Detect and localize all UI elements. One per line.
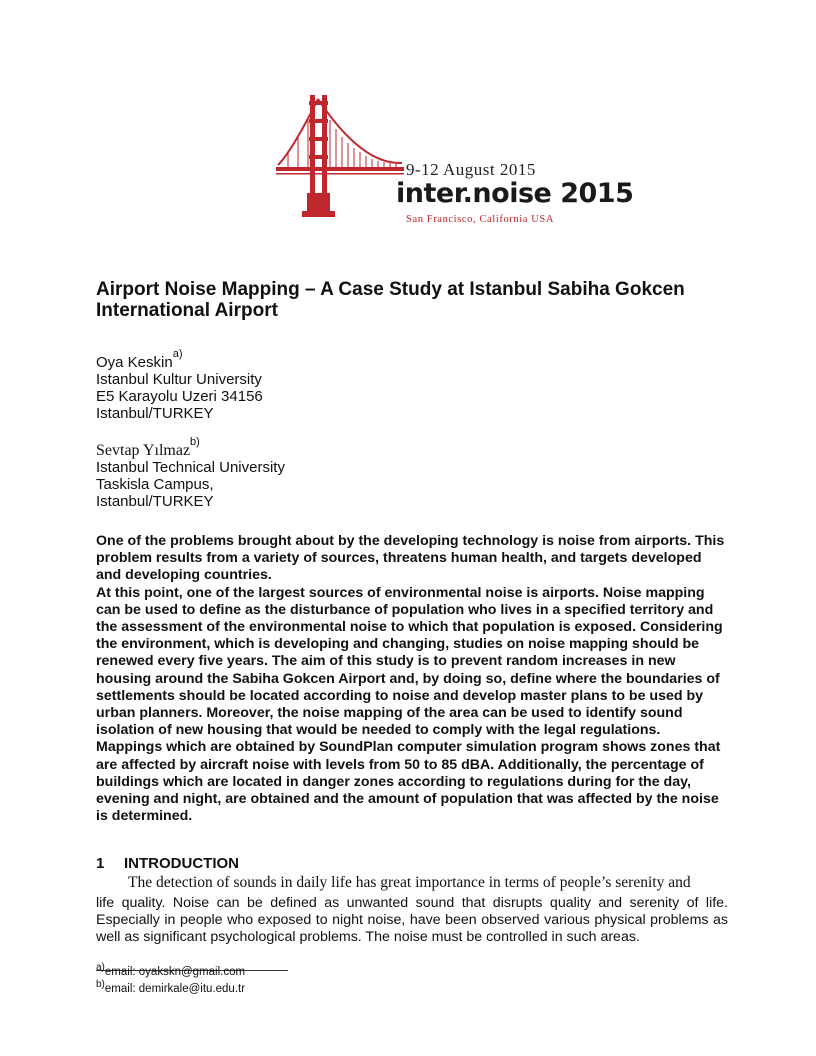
abstract-paragraph-1: One of the problems brought about by the developing technology is noise from airports. This problem results from a variety of sources, threatens human health, and targets developed and developing countries. bbox=[96, 533, 725, 584]
conference-brand: inter.noise 2015 bbox=[396, 178, 634, 209]
author-marker-1: a) bbox=[172, 348, 183, 360]
section-heading bbox=[96, 855, 239, 872]
conference-location: San Francisco, California USA bbox=[406, 214, 555, 225]
abstract-paragraph-2: At this point, one of the largest sources of environmental noise is airports. Noise mapping can be used to define as the disturbance of population who lives in a specified territory and the assessment of the environmental noise to which that population is exposed. Considering the environment, which is developing and changing, studies on noise mapping should be renewed every five years. The aim of this study is to prevent random increases in new housing around the Sabiha Gokcen Airport and, by doing so, define where the boundaries of settlements should be located according to noise and develop master plans to be used by urban planners. Moreover, the noise mapping of the area can be used to identify sound isolation of new housing that would be needed to comply with the legal regulations. Mappings which are obtained by SoundPlan computer simulation program shows zones that are affected by aircraft noise with levels from 50 to 85 dBA. Additionally, the percentage of buildings which are located in danger zones according to regulations during for the day, evening and night, are obtained and the amount of population that was affected by the noise is determined. bbox=[96, 584, 723, 825]
author-affiliation-line: Istanbul Kultur University bbox=[96, 371, 262, 388]
author-affiliation-line: Istanbul/TURKEY bbox=[96, 493, 214, 510]
author-name-1: Oya Keskin bbox=[96, 354, 173, 371]
author-affiliation-line: Istanbul/TURKEY bbox=[96, 405, 214, 422]
intro-first-line: The detection of sounds in daily life has great importance in terms of people’s serenity and bbox=[128, 874, 691, 891]
footnote-text: email: demirkale@itu.edu.tr bbox=[104, 983, 246, 995]
footnote-a bbox=[96, 962, 246, 978]
author-block-2 bbox=[96, 436, 285, 510]
paper-title: Airport Noise Mapping – A Case Study at Istanbul Sabiha Gokcen International Airport bbox=[96, 279, 685, 321]
intro-body: life quality. Noise can be defined as unwanted sound that disrupts quality and serenity of life. Especially in people who exposed to night noise, have been observed various physical problems as well as significant psychological problems. The noise must be controlled in such areas. bbox=[96, 895, 728, 945]
conference-date: 9-12 August 2015 bbox=[406, 160, 536, 179]
author-affiliation-line: Taskisla Campus, bbox=[96, 476, 214, 493]
footnote-marker: a) bbox=[96, 962, 105, 973]
footnote-marker: b) bbox=[96, 979, 105, 990]
section-number: 1 bbox=[96, 855, 105, 872]
footnote-b bbox=[96, 979, 246, 995]
section-title: INTRODUCTION bbox=[124, 855, 239, 872]
author-marker-2: b) bbox=[190, 436, 200, 448]
abstract bbox=[96, 533, 726, 825]
footnote-text: email: oyakskn@gmail.com bbox=[104, 966, 246, 978]
author-affiliation-line: E5 Karayolu Uzeri 34156 bbox=[96, 388, 263, 405]
author-affiliation-line: Istanbul Technical University bbox=[96, 459, 285, 476]
author-name-2: Sevtap Yılmaz bbox=[96, 442, 191, 459]
author-block-1 bbox=[96, 348, 263, 422]
